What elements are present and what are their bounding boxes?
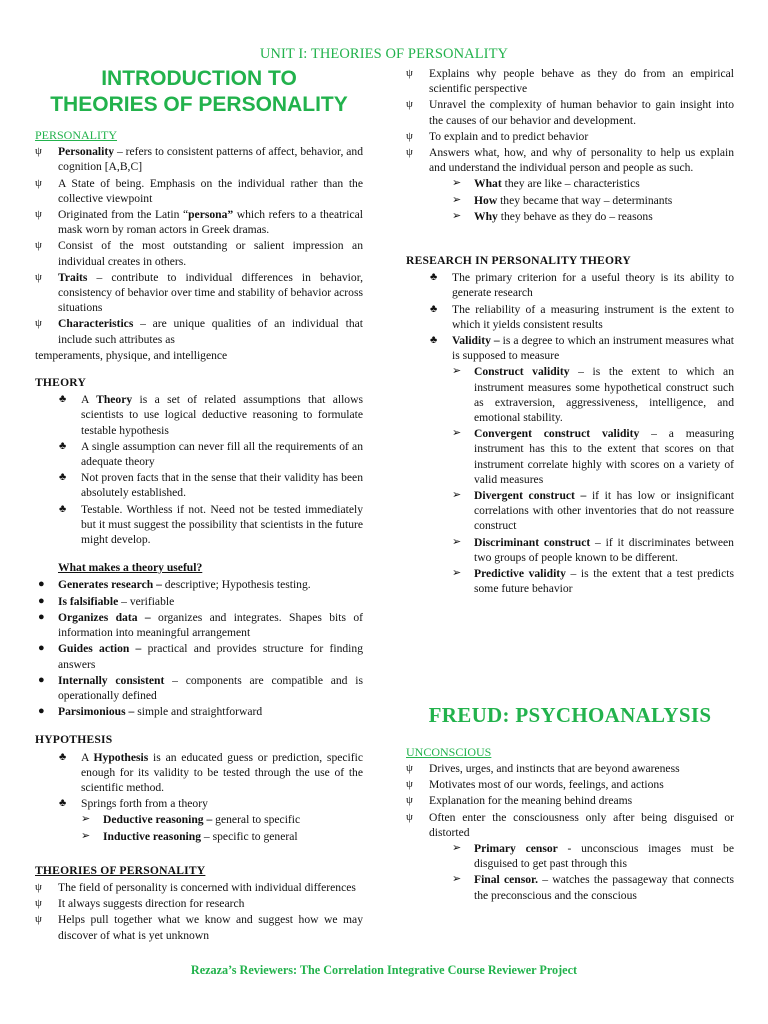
- list-item: ● Is falsifiable – verifiable: [38, 594, 175, 608]
- list-item: ➢ How they became that way – determinants: [452, 193, 673, 207]
- list-item: ♣ A single assumption can never fill all the requirements of an adequate theory: [59, 439, 363, 469]
- club-bullet-icon: ♣: [430, 334, 438, 347]
- theories-list: [35, 880, 363, 943]
- club-bullet-icon: ♣: [59, 471, 67, 484]
- theory-useful-list: [35, 577, 363, 719]
- psi-bullet-icon: ψ: [406, 98, 413, 111]
- club-bullet-icon: ♣: [59, 750, 67, 763]
- dot-bullet-icon: ●: [38, 642, 45, 655]
- list-item: ♣ The reliability of a measuring instrument is the extent to which it yields consistent results: [430, 302, 734, 331]
- psi-bullet-icon: ψ: [406, 810, 413, 823]
- club-bullet-icon: ♣: [59, 439, 67, 452]
- intro-title: INTRODUCTION TO THEORIES OF PERSONALITY: [50, 67, 348, 116]
- list-item: ψ Personality – refers to consistent patterns of affect, behavior, and cognition [A,B,C]: [35, 145, 363, 174]
- footer: Rezaza’s Reviewers: The Correlation Integrative Course Reviewer Project: [190, 963, 578, 977]
- list-item: ♣ Validity – is a degree to which an instrument measures what is supposed to measure: [430, 334, 734, 363]
- dot-bullet-icon: ●: [38, 594, 45, 607]
- arrow-bullet-icon: ➢: [452, 489, 462, 502]
- arrow-bullet-icon: ➢: [81, 813, 91, 826]
- theories-continued-list: [406, 66, 734, 175]
- list-item: ➢ Discriminant construct – if it discriminates between two groups of people known to be different.: [452, 535, 734, 564]
- arrow-bullet-icon: ➢: [452, 841, 462, 854]
- list-item: ➢ Primary censor - unconscious images must be disguised to get past through this: [452, 841, 734, 871]
- hypothesis-list: [35, 750, 363, 812]
- list-item: ψ Helps pull together what we know and suggest how we may discover of what is yet unknown: [35, 913, 363, 942]
- unit-title: UNIT I: THEORIES OF PERSONALITY: [259, 46, 509, 62]
- freud-title: FREUD: PSYCHOANALYSIS: [428, 702, 712, 727]
- psi-bullet-icon: ψ: [35, 913, 42, 926]
- list-item: ψ Often enter the consciousness only after being disguised or distorted: [406, 810, 734, 839]
- list-item: ➢ What they are like – characteristics: [452, 177, 640, 191]
- list-item: ♣ The primary criterion for a useful theory is its ability to generate research: [430, 271, 734, 300]
- psi-bullet-icon: ψ: [406, 67, 413, 79]
- list-item: ψ Traits – contribute to individual differences in behavior, consistency of behavior over time and stability of behavior across situations: [35, 270, 363, 315]
- validity-list: [406, 364, 734, 596]
- list-item: ➢ Construct validity – is the extent to which an instrument measures some hypothetical construct such as extraversion, aggressiveness, intelligence, and emotional stability.: [452, 365, 734, 425]
- list-item: ● Parsimonious – simple and straightforward: [38, 705, 263, 719]
- list-item: ● Organizes data – organizes and integrates. Shapes bits of information into meaningful arrangement: [38, 610, 363, 640]
- list-item: ψ Originated from the Latin “persona” which refers to a theatrical mask worn by roman actors in Greek dramas.: [35, 208, 363, 237]
- psi-bullet-icon: ψ: [35, 145, 42, 158]
- list-item: ● Guides action – practical and provides structure for finding answers: [38, 642, 363, 671]
- research-list: [406, 270, 734, 363]
- psi-bullet-icon: ψ: [406, 794, 413, 807]
- list-item: ψ The field of personality is concerned with individual differences: [35, 880, 356, 894]
- theory-useful-heading: What makes a theory useful?: [58, 561, 203, 575]
- dot-bullet-icon: ●: [38, 673, 45, 686]
- psi-bullet-icon: ψ: [35, 270, 42, 283]
- club-bullet-icon: ♣: [59, 502, 67, 515]
- list-item: ψ Explanation for the meaning behind dreams: [406, 794, 633, 808]
- personality-list: [35, 144, 363, 347]
- list-item: ψ Motivates most of our words, feelings, and actions: [406, 778, 664, 792]
- hypothesis-sub-list: [35, 812, 363, 843]
- club-bullet-icon: ♣: [59, 393, 67, 406]
- list-item: ➢ Inductive reasoning – specific to general: [81, 829, 298, 843]
- censor-list: [406, 841, 734, 903]
- theory-list: [35, 392, 363, 547]
- personality-heading: PERSONALITY: [35, 128, 118, 142]
- club-bullet-icon: ♣: [430, 302, 438, 315]
- list-item: ♣ A Hypothesis is an educated guess or prediction, specific enough for its validity to be tested through the use of the scientific method.: [59, 750, 363, 794]
- list-item: ψ Consist of the most outstanding or salient impression an individual creates in others.: [35, 239, 363, 268]
- list-item: ψ Explains why people behave as they do from an empirical scientific perspective: [406, 67, 734, 96]
- arrow-bullet-icon: ➢: [452, 177, 462, 190]
- dot-bullet-icon: ●: [38, 610, 45, 623]
- arrow-bullet-icon: ➢: [452, 209, 462, 222]
- list-item: ➢ Divergent construct – if it has low or insignificant correlations with other inventories that do not reassure construct: [452, 489, 734, 533]
- psi-bullet-icon: ψ: [35, 239, 42, 252]
- research-heading: RESEARCH IN PERSONALITY THEORY: [406, 254, 631, 268]
- list-item: ➢ Deductive reasoning – general to specific: [81, 813, 301, 827]
- list-item: ➢ Why they behave as they do – reasons: [452, 209, 653, 223]
- right-column: [406, 66, 734, 904]
- list-item: ψ Characteristics – are unique qualities of an individual that include such attributes as: [35, 317, 363, 346]
- list-item: ψ It always suggests direction for research: [35, 897, 245, 911]
- psi-bullet-icon: ψ: [35, 208, 42, 221]
- list-item: ψ Answers what, how, and why of personality to help us explain and understand the individual person and people as such.: [406, 146, 734, 175]
- arrow-bullet-icon: ➢: [452, 873, 462, 886]
- personality-trailing: temperaments, physique, and intelligence: [35, 348, 228, 362]
- arrow-bullet-icon: ➢: [81, 829, 91, 842]
- unconscious-list: [406, 761, 734, 840]
- psi-bullet-icon: ψ: [35, 317, 42, 330]
- list-item: ♣ Springs forth from a theory: [59, 797, 208, 811]
- list-item: ● Generates research – descriptive; Hypothesis testing.: [38, 578, 311, 592]
- what-how-why-list: [406, 176, 734, 224]
- list-item: ψ To explain and to predict behavior: [406, 129, 589, 143]
- hypothesis-heading: HYPOTHESIS: [35, 733, 113, 747]
- list-item: ♣ Testable. Worthless if not. Need not be tested immediately but it must suggest the possibility that scientists in the future might develop.: [59, 502, 363, 547]
- arrow-bullet-icon: ➢: [452, 365, 462, 378]
- list-item: ➢ Final censor. – watches the passageway that connects the preconscious and the conscious: [452, 873, 734, 902]
- arrow-bullet-icon: ➢: [452, 535, 462, 548]
- list-item: ● Internally consistent – components are compatible and is operationally defined: [38, 673, 363, 702]
- club-bullet-icon: ♣: [59, 797, 67, 810]
- arrow-bullet-icon: ➢: [452, 567, 462, 580]
- psi-bullet-icon: ψ: [406, 129, 413, 142]
- psi-bullet-icon: ψ: [406, 146, 413, 159]
- left-column: [35, 66, 363, 944]
- list-item: ψ Drives, urges, and instincts that are beyond awareness: [406, 761, 680, 775]
- list-item: ➢ Predictive validity – is the extent that a test predicts some future behavior: [452, 567, 734, 596]
- arrow-bullet-icon: ➢: [452, 193, 462, 206]
- theory-heading: THEORY: [35, 376, 87, 390]
- list-item: ♣ A Theory is a set of related assumptions that allows scientists to use logical deductive reasoning to formulate testable hypothesis: [59, 393, 363, 437]
- psi-bullet-icon: ψ: [35, 897, 42, 910]
- unconscious-heading: UNCONSCIOUS: [406, 744, 492, 759]
- dot-bullet-icon: ●: [38, 578, 45, 591]
- list-item: ψ Unravel the complexity of human behavior to gain insight into the causes of our behavior and development.: [406, 98, 734, 127]
- dot-bullet-icon: ●: [38, 705, 45, 718]
- psi-bullet-icon: ψ: [35, 176, 42, 189]
- theories-heading: THEORIES OF PERSONALITY: [35, 863, 206, 877]
- psi-bullet-icon: ψ: [35, 880, 42, 893]
- list-item: ➢ Convergent construct validity – a measuring instrument has this to the extent that scores on that instrument correlate highly with scores on a variety of valid measures: [452, 427, 734, 486]
- arrow-bullet-icon: ➢: [452, 427, 462, 440]
- club-bullet-icon: ♣: [430, 271, 438, 284]
- list-item: ♣ Not proven facts that in the sense that their validity has been absolutely established.: [59, 471, 363, 500]
- psi-bullet-icon: ψ: [406, 761, 413, 774]
- psi-bullet-icon: ψ: [406, 778, 413, 791]
- list-item: ψ A State of being. Emphasis on the individual rather than the collective viewpoint: [35, 176, 363, 205]
